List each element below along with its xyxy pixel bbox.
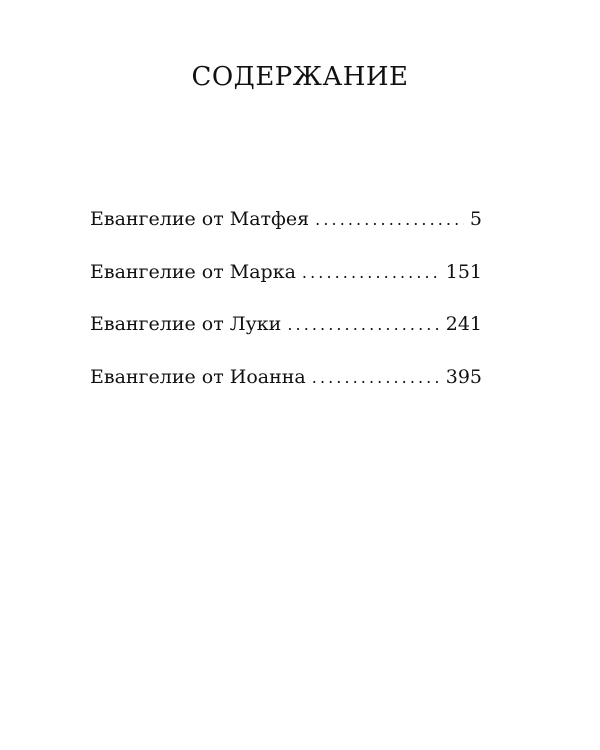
toc-entry-mark[interactable] — [90, 261, 482, 289]
toc-entry-title: Евангелие от Луки — [90, 313, 282, 335]
toc-entry-luke[interactable] — [90, 313, 482, 341]
toc-dot-leader — [312, 368, 440, 387]
toc-entry-title: Евангелие от Марка — [90, 260, 296, 283]
table-of-contents — [90, 208, 482, 418]
toc-page-number: 5 — [469, 208, 482, 230]
toc-dot-leader — [287, 315, 439, 334]
toc-entry-title: Евангелие от Иоанна — [90, 365, 306, 388]
page-title: СОДЕРЖАНИЕ — [191, 62, 409, 92]
toc-entry-matthew[interactable] — [90, 208, 482, 236]
toc-dot-leader — [315, 210, 464, 229]
toc-page-number: 151 — [445, 260, 482, 283]
toc-page-number: 395 — [445, 365, 482, 388]
toc-page-number: 241 — [445, 313, 482, 335]
toc-entry-title: Евангелие от Матфея — [90, 208, 310, 230]
toc-dot-leader — [302, 263, 440, 282]
toc-entry-john[interactable] — [90, 366, 482, 394]
